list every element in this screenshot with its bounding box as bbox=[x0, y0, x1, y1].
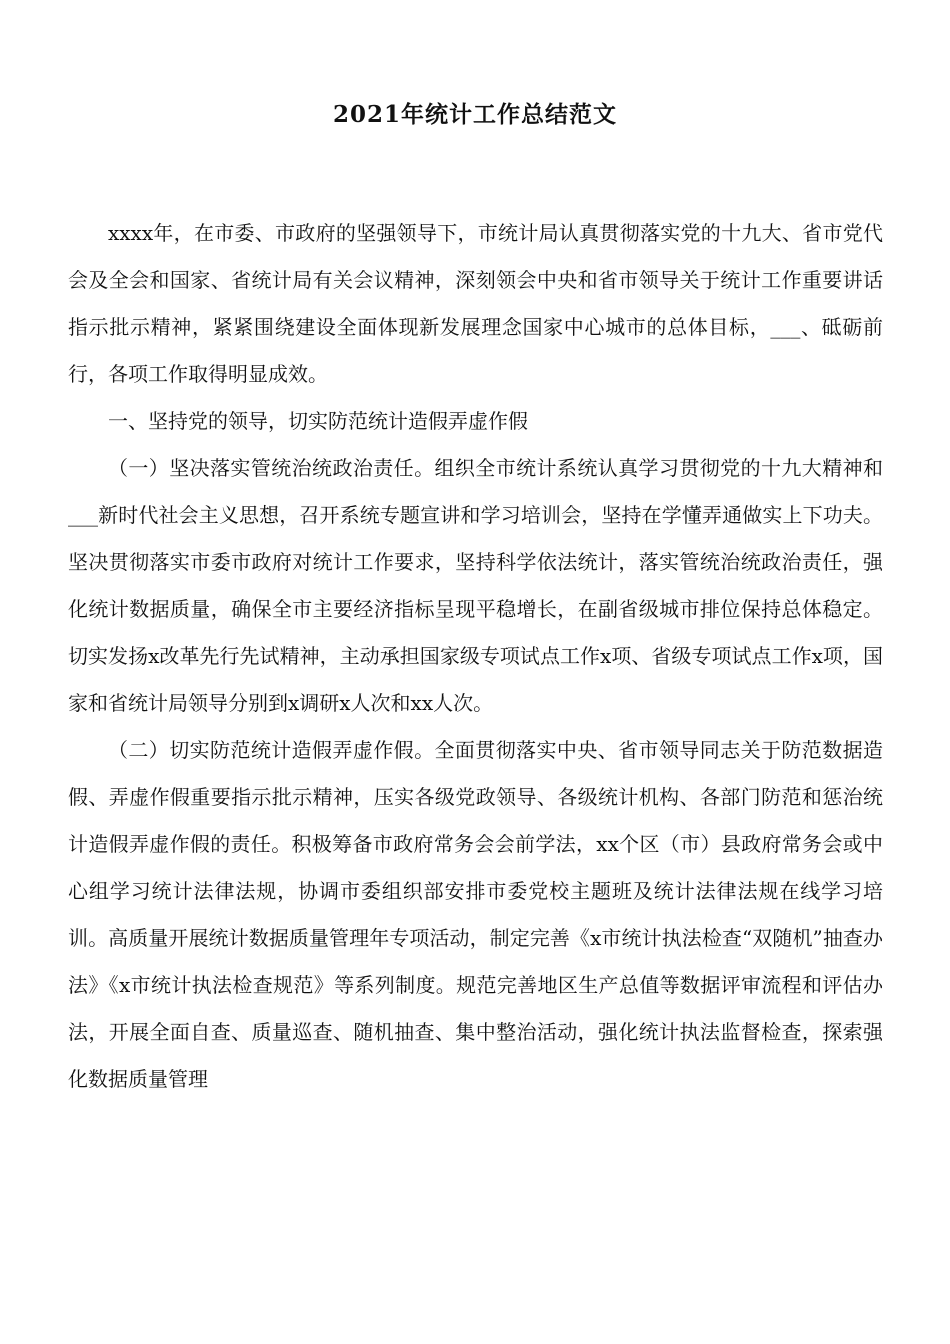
intro-paragraph: xxxx年，在市委、市政府的坚强领导下，市统计局认真贯彻落实党的十九大、省市党代会及全会和国家、省统计局有关会议精神，深刻领会中央和省市领导关于统计工作重要讲话指示批示精神，紧紧围绕建设全面体现新发展理念国家中心城市的总体目标，___、砥砺前行，各项工作取得明显成效。 bbox=[68, 221, 883, 386]
subsection-paragraph-2: （二）切实防范统计造假弄虚作假。全面贯彻落实中央、省市领导同志关于防范数据造假、弄虚作假重要指示批示精神，压实各级党政领导、各级统计机构、各部门防范和惩治统计造假弄虚作假的责任。积极筹备市政府常务会会前学法，xx个区（市）县政府常务会或中心组学习统计法律法规，协调市委组织部安排市委党校主题班及统计法律法规在线学习培训。高质量开展统计数据质量管理年专项活动，制定完善《x市统计执法检查“双随机”抽查办法》《x市统计执法检查规范》等系列制度。规范完善地区生产总值等数据评审流程和评估办法，开展全面自查、质量巡查、随机抽查、集中整治活动，强化统计执法监督检查，探索强化数据质量管理 bbox=[68, 738, 883, 1091]
document-title: 2021年统计工作总结范文 bbox=[332, 101, 617, 128]
subsection-paragraph-1: （一）坚决落实管统治统政治责任。组织全市统计系统认真学习贯彻党的十九大精神和___新时代社会主义思想，召开系统专题宣讲和学习培训会，坚持在学懂弄通做实上下功夫。坚决贯彻落实市委市政府对统计工作要求，坚持科学依法统计，落实管统治统政治责任，强化统计数据质量，确保全市主要经济指标呈现平稳增长，在副省级城市排位保持总体稳定。切实发扬x改革先行先试精神，主动承担国家级专项试点工作x项、省级专项试点工作x项，国家和省统计局领导分别到x调研x人次和xx人次。 bbox=[68, 456, 883, 715]
document-body bbox=[68, 210, 883, 1103]
section-heading-1: 一、坚持党的领导，切实防范统计造假弄虚作假 bbox=[108, 409, 528, 433]
